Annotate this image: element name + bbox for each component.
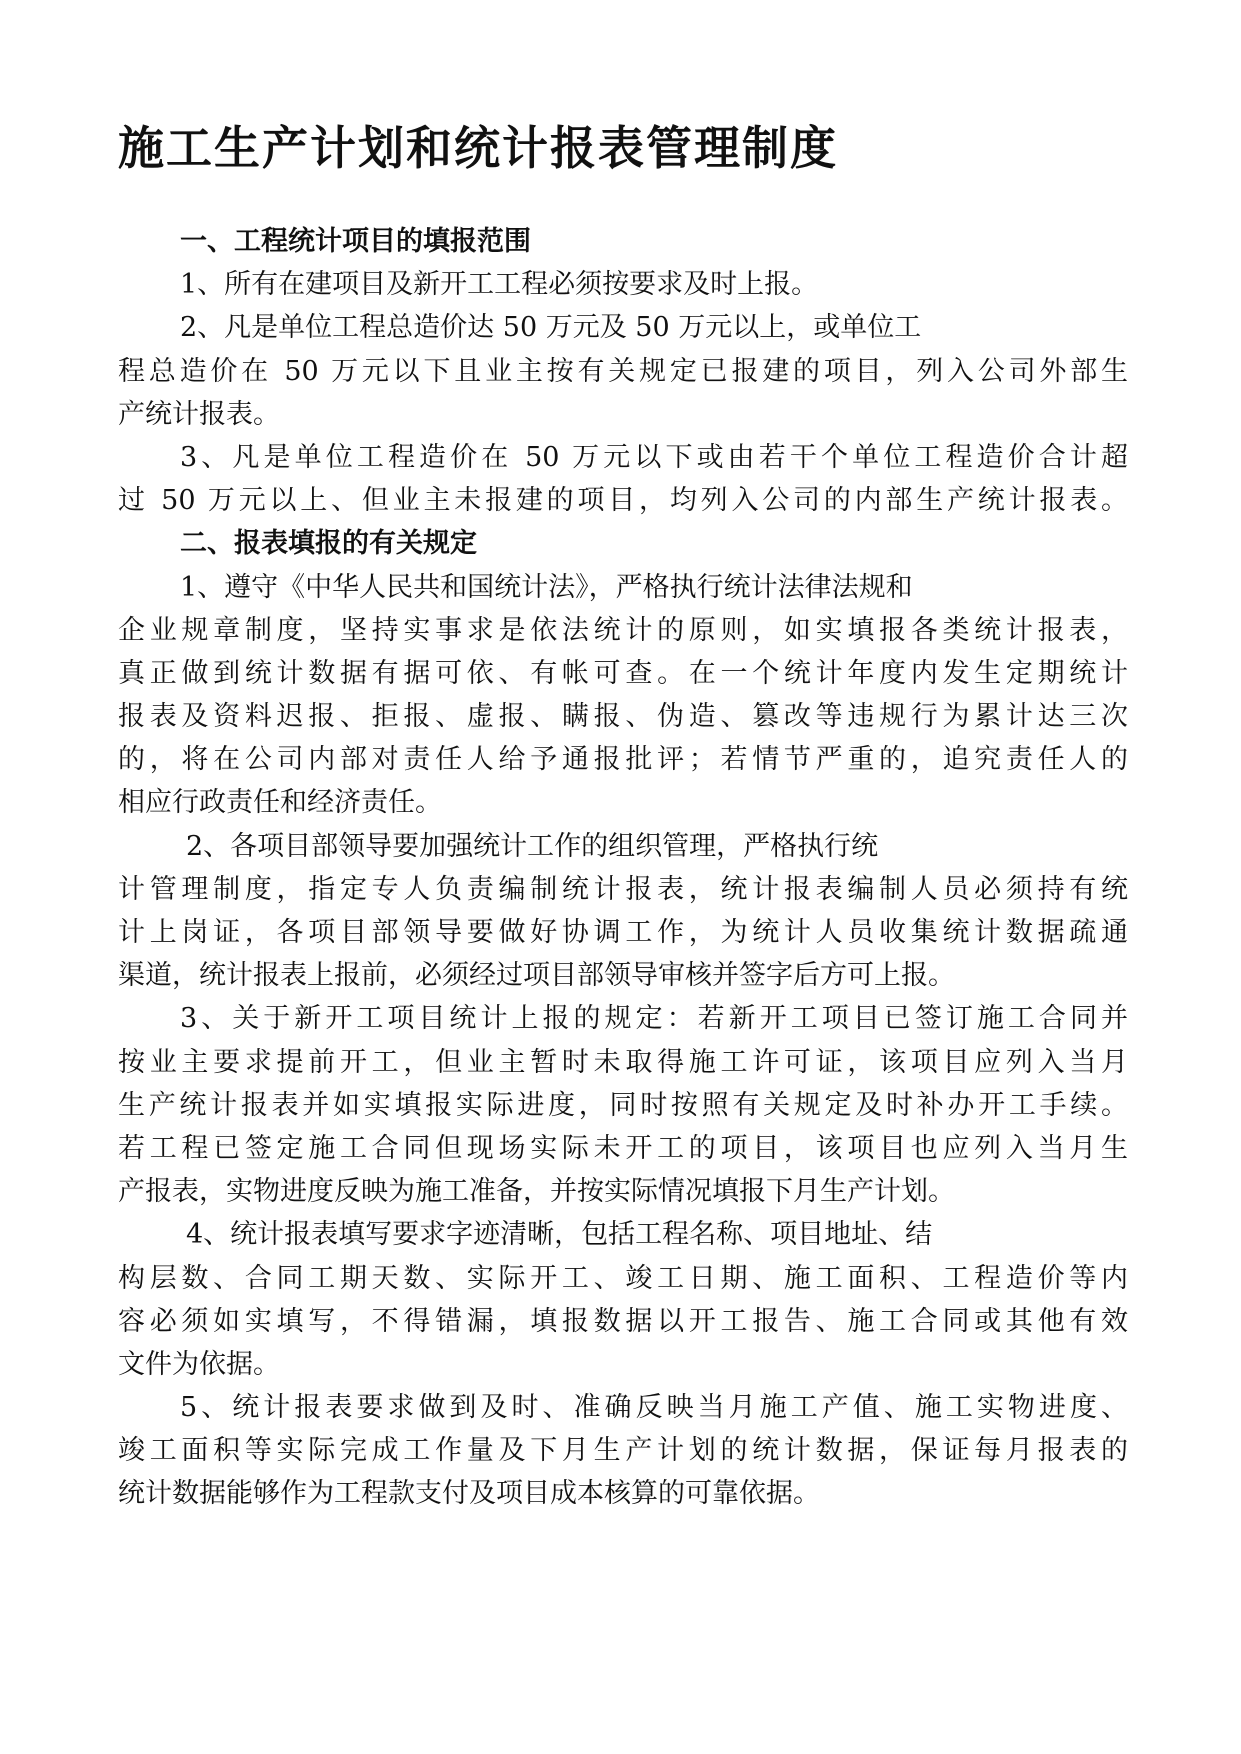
- paragraph-line: 若工程已签定施工合同但现场实际未开工的项目，该项目也应列入当月生: [118, 1132, 1128, 1164]
- section-heading-2: 二、报表填报的有关规定: [180, 528, 477, 560]
- paragraph-line: 构层数、合同工期天数、实际开工、竣工日期、施工面积、工程造价等内: [118, 1262, 1128, 1294]
- section-heading-1: 一、工程统计项目的填报范围: [180, 226, 531, 257]
- paragraph-line: 计管理制度，指定专人负责编制统计报表，统计报表编制人员必须持有统: [118, 873, 1128, 905]
- paragraph-line: 企业规章制度，坚持实事求是依法统计的原则，如实填报各类统计报表，: [118, 614, 1128, 646]
- document-body: [118, 220, 1128, 1516]
- paragraph-line: 过 50 万元以上、但业主未报建的项目，均列入公司的内部生产统计报表。: [118, 485, 1128, 517]
- paragraph-line: 渠道，统计报表上报前，必须经过项目部领导审核并签字后方可上报。: [118, 960, 955, 992]
- paragraph-line: 产统计报表。: [118, 398, 280, 430]
- paragraph-line: 报表及资料迟报、拒报、虚报、瞒报、伪造、篡改等违规行为累计达三次: [118, 701, 1128, 733]
- paragraph-line: 按业主要求提前开工，但业主暂时未取得施工许可证，该项目应列入当月: [118, 1046, 1128, 1078]
- paragraph-line: 竣工面积等实际完成工作量及下月生产计划的统计数据，保证每月报表的: [118, 1435, 1128, 1467]
- paragraph-line: 相应行政责任和经济责任。: [118, 787, 442, 819]
- paragraph-line: 的，将在公司内部对责任人给予通报批评；若情节严重的，追究责任人的: [118, 744, 1128, 776]
- paragraph-line: 真正做到统计数据有据可依、有帐可查。在一个统计年度内发生定期统计: [118, 657, 1128, 689]
- paragraph-line: 1、遵守《中华人民共和国统计法》，严格执行统计法律法规和: [180, 571, 913, 603]
- paragraph-line: 计上岗证，各项目部领导要做好协调工作，为统计人员收集统计数据疏通: [118, 917, 1128, 948]
- paragraph-line: 4、统计报表填写要求字迹清晰，包括工程名称、项目地址、结: [186, 1219, 933, 1251]
- paragraph-line: 5、统计报表要求做到及时、准确反映当月施工产值、施工实物进度、: [180, 1392, 1128, 1424]
- paragraph-line: 文件为依据。: [118, 1348, 280, 1380]
- paragraph-line: 容必须如实填写，不得错漏，填报数据以开工报告、施工合同或其他有效: [118, 1305, 1128, 1337]
- paragraph-line: 统计数据能够作为工程款支付及项目成本核算的可靠依据。: [118, 1478, 820, 1510]
- paragraph-line: 程总造价在 50 万元以下且业主按有关规定已报建的项目，列入公司外部生: [118, 355, 1128, 387]
- paragraph-line: 1、所有在建项目及新开工工程必须按要求及时上报。: [180, 269, 819, 301]
- paragraph-line: 2、凡是单位工程总造价达 50 万元及 50 万元以上，或单位工: [180, 312, 922, 344]
- paragraph-line: 3、凡是单位工程造价在 50 万元以下或由若干个单位工程造价合计超: [180, 441, 1128, 473]
- paragraph-line: 生产统计报表并如实填报实际进度，同时按照有关规定及时补办开工手续。: [118, 1089, 1128, 1121]
- document-title: 施工生产计划和统计报表管理制度: [118, 121, 838, 175]
- paragraph-line: 产报表，实物进度反映为施工准备，并按实际情况填报下月生产计划。: [118, 1176, 955, 1208]
- paragraph-line: 2、各项目部领导要加强统计工作的组织管理，严格执行统: [186, 830, 879, 862]
- paragraph-line: 3、关于新开工项目统计上报的规定：若新开工项目已签订施工合同并: [180, 1003, 1128, 1035]
